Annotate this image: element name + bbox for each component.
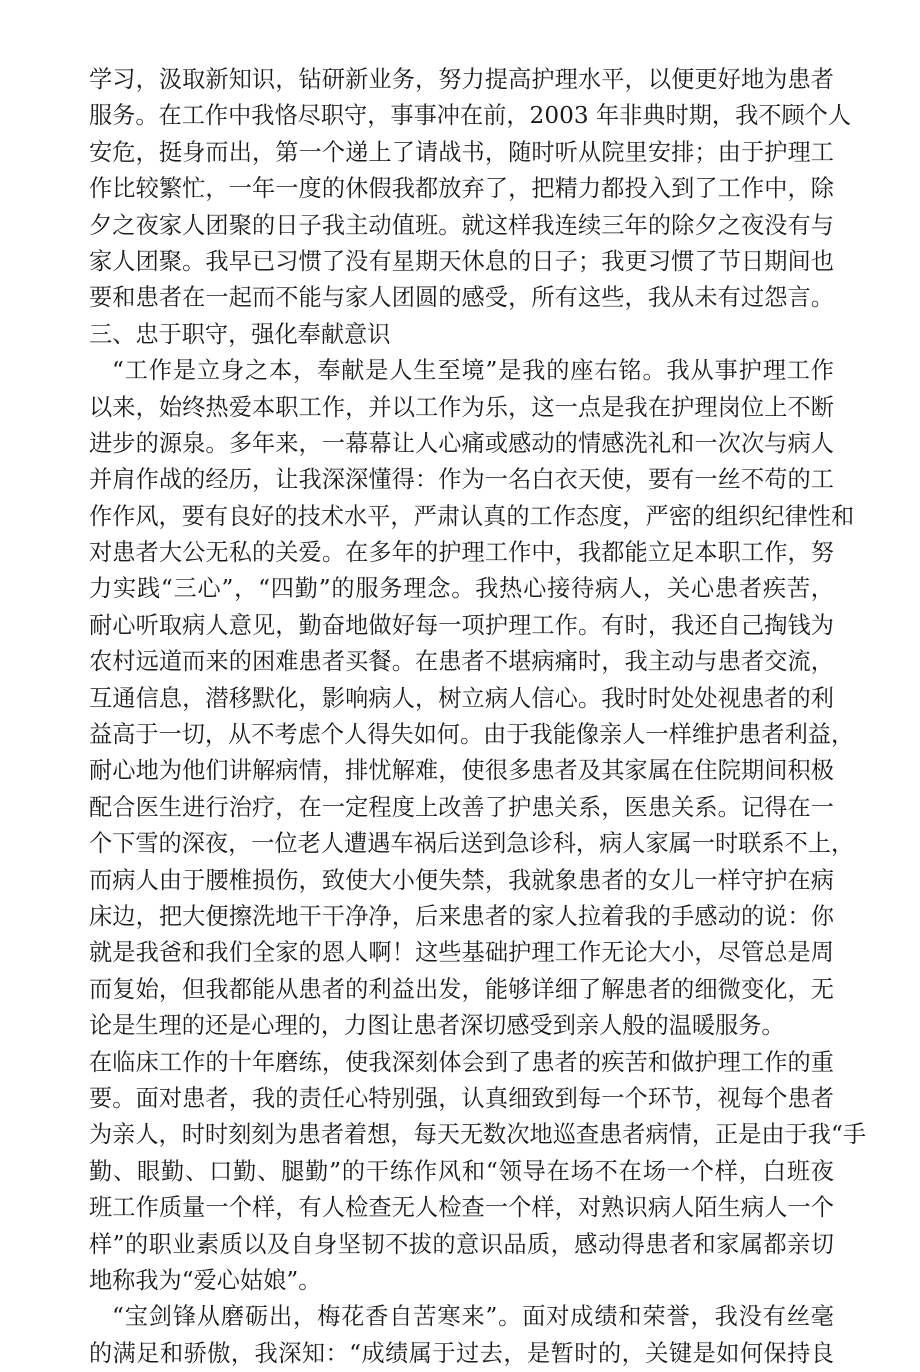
text-line: 样”的职业素质以及自身坚韧不拔的意识品质，感动得患者和家属都亲切 <box>89 1230 834 1258</box>
text-line: 要。面对患者，我的责任心特别强，认真细致到每一个环节，视每个患者 <box>89 1084 834 1112</box>
text-line: 的满足和骄傲，我深知：“成绩属于过去，是暂时的，关键是如何保持良 <box>89 1339 834 1367</box>
text-line: 学习，汲取新知识，钻研新业务，努力提高护理水平，以便更好地为患者 <box>89 66 834 93</box>
text-line: 进步的源泉。多年来，一幕幕让人心痛或感动的情感洗礼和一次次与病人 <box>89 429 834 457</box>
text-line: 夕之夜家人团聚的日子我主动值班。就这样我连续三年的除夕之夜没有与 <box>89 211 834 239</box>
text-line: 以来，始终热爱本职工作，并以工作为乐，这一点是我在护理岗位上不断 <box>89 393 834 421</box>
text-line: 并肩作战的经历，让我深深懂得：作为一名白衣天使，要有一丝不苟的工 <box>89 466 834 494</box>
text-line: 互通信息，潜移默化，影响病人，树立病人信心。我时时处处视患者的利 <box>89 684 834 712</box>
document-body <box>89 62 867 1372</box>
text-line: 床边，把大便擦洗地干干净净，后来患者的家人拉着我的手感动的说：你 <box>89 902 834 930</box>
text-line: 论是生理的还是心理的，力图让患者深切感受到亲人般的温暖服务。 <box>89 1012 785 1040</box>
text-line: 益高于一切，从不考虑个人得失如何。由于我能像亲人一样维护患者利益， <box>89 721 855 749</box>
text-line: 而病人由于腰椎损伤，致使大小便失禁，我就象患者的女儿一样守护在病 <box>89 866 834 894</box>
text-line: 要和患者在一起而不能与家人团圆的感受，所有这些，我从未有过怨言。 <box>89 284 834 312</box>
text-line: 耐心听取病人意见，勤奋地做好每一项护理工作。有时，我还自己掏钱为 <box>89 611 834 639</box>
text-line: 个下雪的深夜，一位老人遭遇车祸后送到急诊科，病人家属一时联系不上， <box>89 830 855 858</box>
text-line: 配合医生进行治疗，在一定程度上改善了护患关系，医患关系。记得在一 <box>89 793 834 821</box>
text-line: 三、忠于职守，强化奉献意识 <box>89 320 391 348</box>
text-line: 力实践“三心”，“四勤”的服务理念。我热心接待病人，关心患者疾苦， <box>89 575 834 603</box>
text-line: 班工作质量一个样，有人检查无人检查一个样，对熟识病人陌生病人一个 <box>89 1194 834 1222</box>
text-line: 地称我为“爱心姑娘”。 <box>89 1266 322 1294</box>
text-line: “宝剑锋从磨砺出，梅花香自苦寒来”。面对成绩和荣誉，我没有丝毫 <box>112 1303 834 1331</box>
text-line: 勤、眼勤、口勤、腿勤”的干练作风和“领导在场不在场一个样，白班夜 <box>89 1157 834 1185</box>
text-line: 家人团聚。我早已习惯了没有星期天休息的日子；我更习惯了节日期间也 <box>89 247 834 275</box>
text-line: 安危，挺身而出，第一个递上了请战书，随时听从院里安排；由于护理工 <box>89 138 834 166</box>
text-line: 而复始，但我都能从患者的利益出发，能够详细了解患者的细微变化，无 <box>89 975 834 1003</box>
text-line: 就是我爸和我们全家的恩人啊！这些基础护理工作无论大小，尽管总是周 <box>89 939 834 967</box>
text-line: 作作风，要有良好的技术水平，严肃认真的工作态度，严密的组织纪律性和 <box>89 502 855 530</box>
text-line: 服务。在工作中我恪尽职守，事事冲在前，2003 年非典时期，我不顾个人 <box>89 102 852 130</box>
text-line: 为亲人，时时刻刻为患者着想，每天无数次地巡查患者病情，正是由于我“手 <box>89 1121 867 1149</box>
text-line: 耐心地为他们讲解病情，排忧解难，使很多患者及其家属在住院期间积极 <box>89 757 834 785</box>
text-line: 对患者大公无私的关爱。在多年的护理工作中，我都能立足本职工作，努 <box>89 539 834 567</box>
text-line: 农村远道而来的困难患者买餐。在患者不堪病痛时，我主动与患者交流， <box>89 648 834 676</box>
text-line: 作比较繁忙，一年一度的休假我都放弃了，把精力都投入到了工作中，除 <box>89 175 834 203</box>
text-line: 在临床工作的十年磨练，使我深刻体会到了患者的疾苦和做护理工作的重 <box>89 1048 834 1076</box>
text-line: “工作是立身之本，奉献是人生至境”是我的座右铭。我从事护理工作 <box>112 357 834 385</box>
